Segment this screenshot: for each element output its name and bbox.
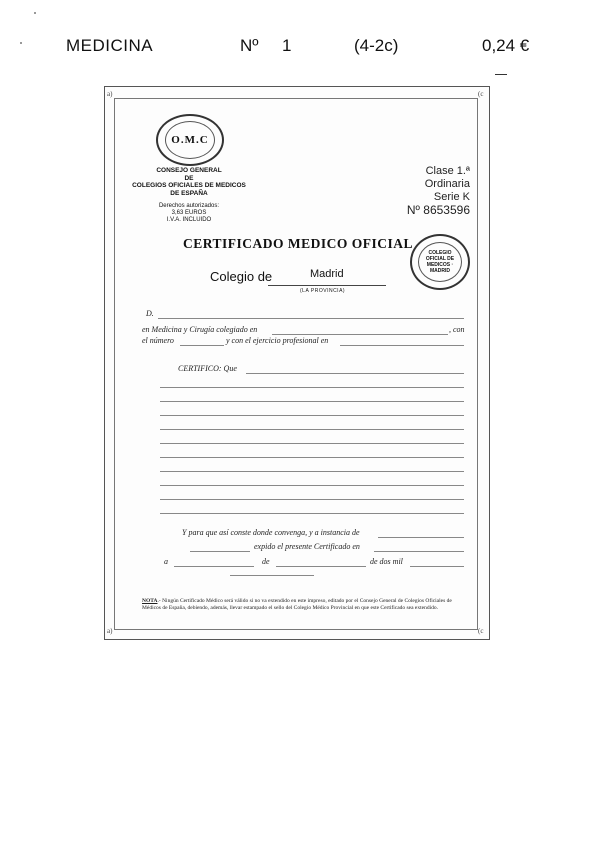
certifico-line[interactable] — [160, 471, 464, 472]
council-line: COLEGIOS OFICIALES DE MEDICOS — [132, 182, 246, 189]
scan-speck — [20, 42, 22, 44]
certifico-line[interactable] — [160, 485, 464, 486]
field-constancia-line[interactable] — [378, 537, 464, 538]
field-d-label: D. — [146, 309, 154, 318]
field-medicina-label: en Medicina y Cirugía colegiado en — [142, 325, 258, 334]
certifico-line[interactable] — [160, 443, 464, 444]
field-a-line[interactable] — [174, 566, 254, 567]
field-instancia-line[interactable] — [190, 551, 250, 552]
fees-line: Derechos autorizados: — [158, 203, 220, 209]
colegio-city: Madrid — [310, 268, 344, 280]
corner-mark: a) — [107, 90, 113, 98]
field-de-line[interactable] — [276, 566, 366, 567]
field-d-line[interactable] — [158, 318, 464, 319]
field-certifico-label: CERTIFICO: Que — [178, 364, 237, 373]
footnote-label: NOTA — [142, 598, 158, 604]
field-ejercicio-line[interactable] — [340, 345, 464, 346]
council-line: DE — [184, 174, 194, 182]
field-con-label: , con — [449, 325, 465, 334]
council-name — [118, 167, 260, 197]
field-dosmil-line[interactable] — [410, 566, 464, 567]
stamp-text: COLEGIO OFICIAL DE MEDICOS · MADRID — [425, 250, 455, 274]
class-block — [398, 165, 470, 217]
field-dosmil-label: de dos mil — [370, 557, 403, 566]
seal-text: O.M.C — [171, 134, 209, 146]
signature-line[interactable] — [230, 575, 314, 576]
colegio-underline — [268, 285, 386, 286]
council-line: CONSEJO GENERAL — [156, 167, 222, 174]
field-numero-line[interactable] — [180, 345, 224, 346]
field-expido-line[interactable] — [374, 551, 464, 552]
scan-speck — [34, 12, 36, 14]
field-de-label: de — [262, 557, 270, 566]
omc-seal — [156, 114, 224, 166]
corner-mark: (c — [478, 627, 484, 635]
certifico-line[interactable] — [160, 401, 464, 402]
serie-label: Serie K — [433, 191, 470, 203]
footnote-text: .- Ningún Certificado Médico será válido si no va extendido en este impreso, editado por el Consejo General de Colegios Oficiales de Médicos de España, debiendo, además, llevar estampado el sello del Colegio Médico Provincial en que este Certificado sea extendido. — [142, 598, 452, 611]
certifico-line[interactable] — [160, 457, 464, 458]
fees-line: 3,63 EUROS — [171, 210, 207, 216]
field-medicina-line[interactable] — [272, 334, 448, 335]
college-stamp — [410, 234, 470, 290]
corner-mark: (c — [478, 90, 484, 98]
council-line: DE ESPAÑA — [170, 189, 208, 197]
colegio-sub: (LA PROVINCIA) — [300, 288, 346, 294]
header-number: 1 — [282, 36, 292, 55]
serial-number: Nº 8653596 — [406, 203, 470, 217]
field-a-label: a — [164, 557, 168, 566]
fees-line: I.V.A. INCLUIDO — [166, 217, 212, 223]
certifico-line[interactable] — [160, 415, 464, 416]
certifico-line[interactable] — [160, 429, 464, 430]
header-code: (4-2c) — [354, 36, 399, 55]
field-numero-label: el número — [142, 336, 174, 345]
certifico-line[interactable] — [160, 387, 464, 388]
header-price: 0,24 € — [482, 36, 530, 55]
corner-mark: a) — [107, 627, 113, 635]
class-label: Clase 1.ª — [425, 165, 470, 177]
certificate-title: CERTIFICADO MEDICO OFICIAL — [182, 236, 414, 251]
field-ejercicio-label: y con el ejercicio profesional en — [226, 336, 329, 345]
header-number-label: Nº — [240, 36, 259, 55]
field-expido-label: expido el presente Certificado en — [254, 542, 360, 551]
field-constancia-label: Y para que así conste donde convenga, y a instancia de — [182, 528, 360, 537]
header-dash — [495, 74, 507, 75]
certifico-line[interactable] — [160, 499, 464, 500]
fees-block — [118, 203, 260, 224]
header-title: MEDICINA — [66, 36, 154, 55]
footnote — [142, 598, 472, 612]
colegio-label: Colegio de — [210, 269, 273, 284]
certifico-line[interactable] — [246, 373, 464, 374]
certifico-line[interactable] — [160, 513, 464, 514]
ordinaria-label: Ordinaria — [424, 178, 470, 190]
